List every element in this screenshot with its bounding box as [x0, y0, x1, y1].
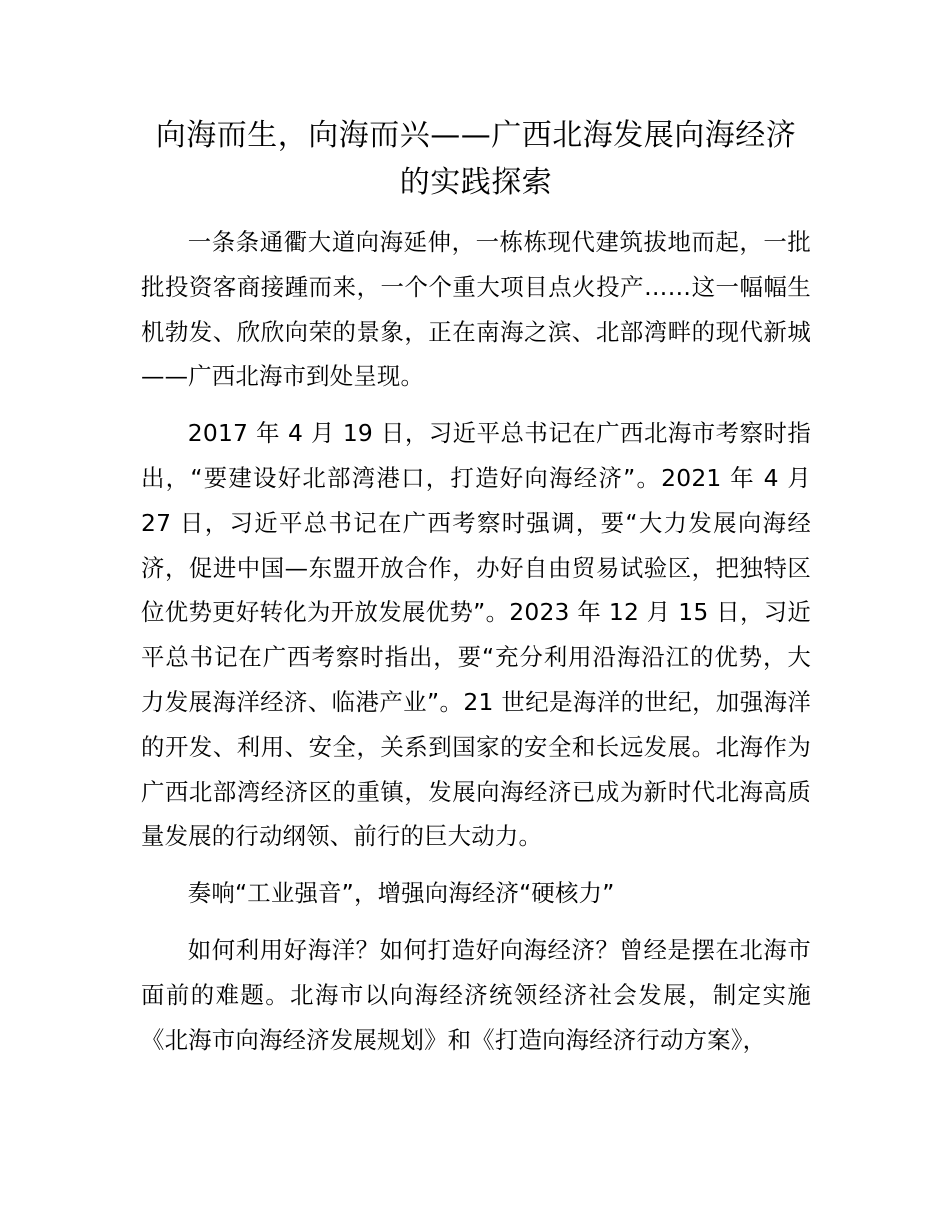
- document-page: [141, 112, 811, 1062]
- paragraph-background: 2017 年 4 月 19 日，习近平总书记在广西北海市考察时指出，“要建设好北部湾港口，打造好向海经济”。2021 年 4 月 27 日，习近平总书记在广西考察时强调，要“大力发展向海经济，促进中国—东盟开放合作，办好自由贸易试验区，把独特区位优势更好转化为开放发展优势”。2023 年 12 月 15 日，习近平总书记在广西考察时指出，要“充分利用沿海沿江的优势，大力发展海洋经济、临港产业”。21 世纪是海洋的世纪，加强海洋的开发、利用、安全，关系到国家的安全和长远发展。北海作为广西北部湾经济区的重镇，发展向海经济已成为新时代北海高质量发展的行动纲领、前行的巨大动力。: [141, 419, 811, 851]
- document-title: 向海而生，向海而兴——广西北海发展向海经济的实践探索: [155, 118, 797, 200]
- paragraph-body: 如何利用好海洋？如何打造好向海经济？曾经是摆在北海市面前的难题。北海市以向海经济统领经济社会发展，制定实施《北海市向海经济发展规划》和《打造向海经济行动方案》，: [141, 935, 811, 1054]
- section-heading: 奏响“工业强音”，增强向海经济“硬核力”: [187, 879, 615, 908]
- paragraph-intro: 一条条通衢大道向海延伸，一栋栋现代建筑拔地而起，一批批投资客商接踵而来，一个个重大项目点火投产……这一幅幅生机勃发、欣欣向荣的景象，正在南海之滨、北部湾畔的现代新城——广西北海市到处呈现。: [141, 228, 811, 391]
